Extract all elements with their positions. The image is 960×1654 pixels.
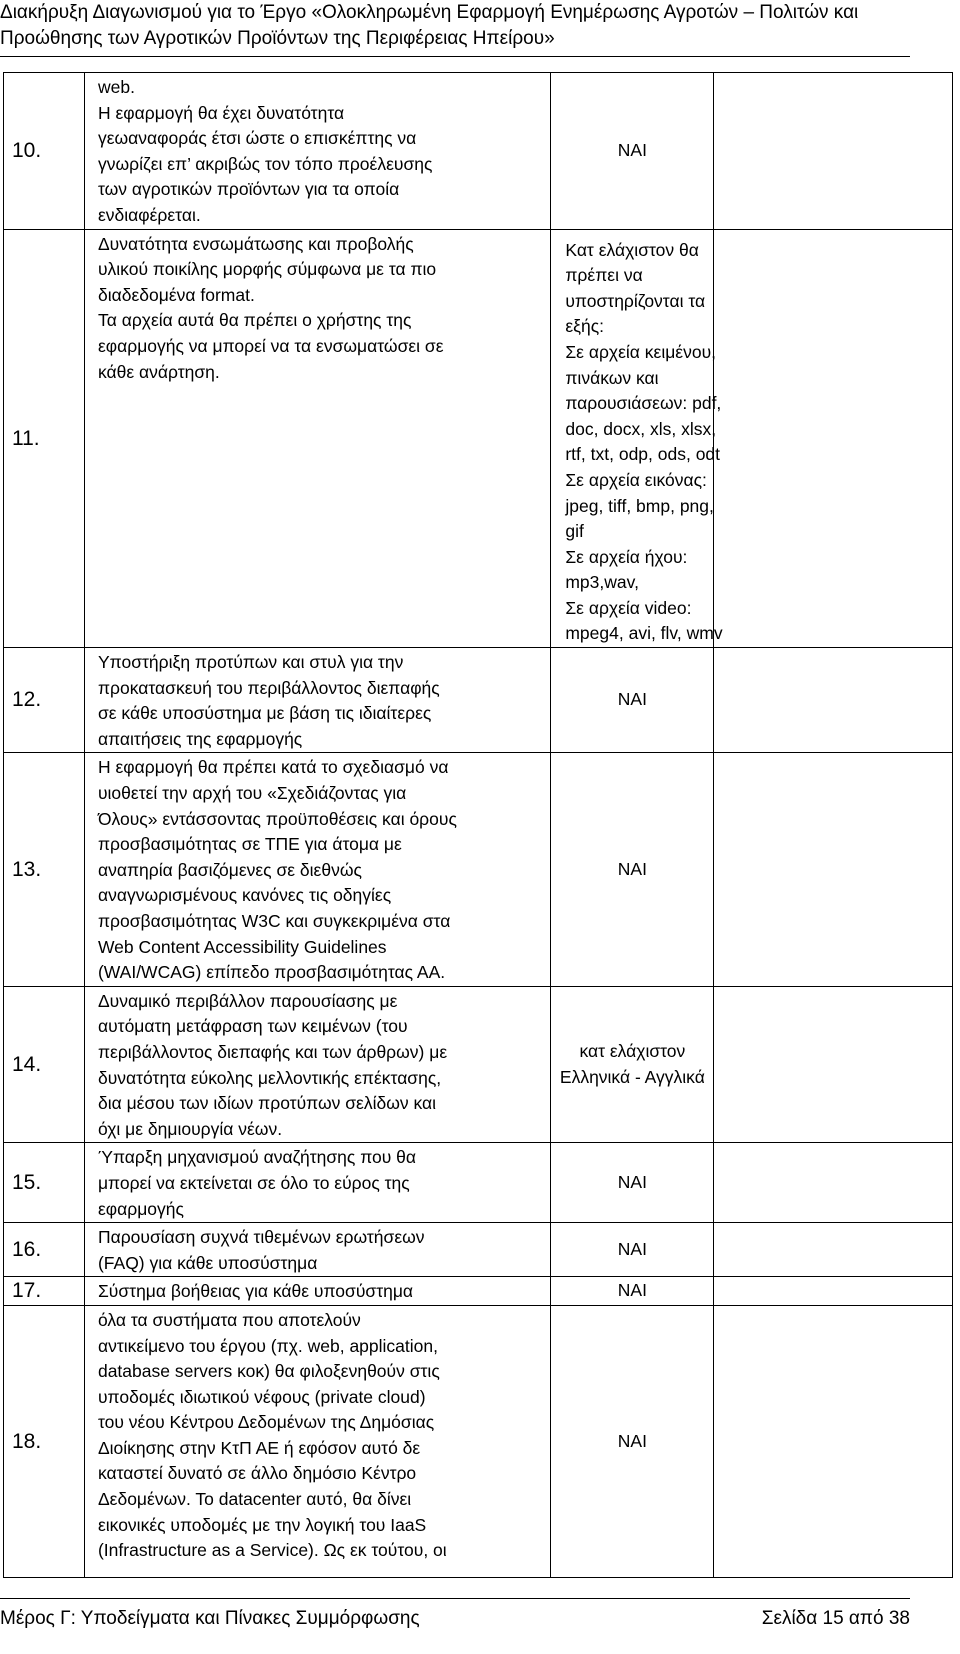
row-number: 17. bbox=[4, 1277, 85, 1306]
compliance-line: παρουσιάσεων: pdf, bbox=[565, 393, 722, 414]
compliance-line: ΝΑΙ bbox=[617, 1238, 647, 1259]
compliance-line: gif bbox=[565, 521, 584, 542]
requirement-description bbox=[84, 648, 550, 753]
compliance-line: ΝΑΙ bbox=[617, 1171, 647, 1192]
description-line: υποδομές ιδιωτικού νέφους (private cloud) bbox=[97, 1386, 426, 1407]
reference-cell[interactable] bbox=[714, 753, 953, 986]
compliance-line: εξής: bbox=[565, 316, 605, 337]
compliance-cell bbox=[551, 1223, 714, 1277]
compliance-cell bbox=[551, 1277, 714, 1306]
description-line: γνωρίζει επ’ ακριβώς τον τόπο προέλευσης bbox=[97, 153, 433, 174]
requirement-description bbox=[84, 753, 550, 986]
table-row bbox=[4, 1223, 953, 1277]
table-row bbox=[4, 753, 953, 986]
compliance-line: Κατ ελάχιστον θα bbox=[565, 239, 699, 260]
description-line: database servers κοκ) θα φιλοξενηθούν στις bbox=[97, 1361, 440, 1382]
description-line: (Infrastructure as a Service). Ως εκ τούτου, οι bbox=[97, 1540, 447, 1561]
description-line: υλικού ποικίλης μορφής σύμφωνα με τα πιο bbox=[97, 259, 437, 280]
compliance-line: ΝΑΙ bbox=[617, 689, 647, 710]
description-line: Δυναμικό περιβάλλον παρουσίασης με bbox=[97, 990, 398, 1011]
requirement-description bbox=[84, 229, 550, 648]
compliance-line: rtf, txt, odp, ods, odt bbox=[565, 444, 721, 465]
description-line: προκατασκευή του περιβάλλοντος διεπαφής bbox=[97, 677, 440, 698]
compliance-cell bbox=[551, 229, 723, 648]
description-line: Σύστημα βοήθειας για κάθε υποσύστημα bbox=[97, 1281, 414, 1302]
page-footer bbox=[0, 1598, 910, 1629]
description-line: (WAI/WCAG) επίπεδο προσβασιμότητας ΑΑ. bbox=[97, 962, 446, 983]
compliance-line: υποστηρίζονται τα bbox=[565, 290, 706, 311]
row-number: 13. bbox=[4, 753, 85, 986]
requirement-description bbox=[84, 1223, 550, 1277]
description-line: προσβασιμότητας σε ΤΠΕ για άτομα με bbox=[97, 834, 402, 855]
table-row bbox=[4, 1277, 953, 1306]
description-line: διαδεδομένα format. bbox=[97, 284, 255, 305]
page-header bbox=[0, 0, 910, 57]
description-line: σε κάθε υποσύστημα με βάση τις ιδιαίτερες bbox=[97, 703, 432, 724]
description-line: περιβάλλοντος διεπαφής και των άρθρων) με bbox=[97, 1041, 448, 1062]
reference-cell[interactable] bbox=[714, 1277, 953, 1306]
table-row bbox=[4, 986, 953, 1143]
compliance-line: doc, docx, xls, xlsx, bbox=[565, 418, 717, 439]
compliance-line: mp3,wav, bbox=[565, 572, 639, 593]
compliance-line: jpeg, tiff, bmp, png, bbox=[565, 495, 714, 516]
description-line: γεωαναφοράς έτσι ώστε ο επισκέπτης να bbox=[97, 128, 417, 149]
reference-cell[interactable] bbox=[714, 229, 953, 648]
description-line: εικονικές υποδομές με την λογική του IaaS bbox=[97, 1514, 427, 1535]
reference-cell[interactable] bbox=[714, 1143, 953, 1223]
description-line: κάθε ανάρτηση. bbox=[97, 361, 220, 382]
description-line: Όλους» εντάσσοντας προϋποθέσεις και όρους bbox=[97, 808, 457, 829]
compliance-line: Σε αρχεία κειμένου, bbox=[565, 341, 717, 362]
reference-cell[interactable] bbox=[714, 986, 953, 1143]
compliance-cell bbox=[551, 1305, 714, 1577]
requirement-description bbox=[84, 1277, 550, 1306]
row-number: 12. bbox=[4, 648, 85, 753]
description-line: μπορεί να εκτείνεται σε όλο το εύρος της bbox=[97, 1172, 410, 1193]
description-line: Δυνατότητα ενσωμάτωσης και προβολής bbox=[97, 233, 414, 254]
header-line-2: Προώθησης των Αγροτικών Προϊόντων της Περιφέρειας Ηπείρου» bbox=[0, 28, 555, 49]
compliance-line: κατ ελάχιστον bbox=[579, 1040, 686, 1061]
table-row bbox=[4, 1305, 953, 1577]
description-line: αναγνωρισμένους κανόνες τις οδηγίες bbox=[97, 885, 392, 906]
description-line: Η εφαρμογή θα πρέπει κατά το σχεδιασμό να bbox=[97, 757, 449, 778]
description-line: εφαρμογής bbox=[97, 1198, 184, 1219]
compliance-line: Σε αρχεία εικόνας: bbox=[565, 469, 707, 490]
table-row bbox=[4, 648, 953, 753]
description-line: των αγροτικών προϊόντων για τα οποία bbox=[97, 179, 400, 200]
row-number: 11. bbox=[4, 229, 85, 648]
description-line: Ύπαρξη μηχανισμού αναζήτησης που θα bbox=[97, 1147, 417, 1168]
compliance-cell bbox=[551, 73, 714, 230]
compliance-line: ΝΑΙ bbox=[617, 1430, 647, 1451]
description-line: υιοθετεί την αρχή του «Σχεδιάζοντας για bbox=[97, 783, 407, 804]
description-line: αναπηρία βασιζόμενες σε διεθνώς bbox=[97, 859, 362, 880]
compliance-line: Ελληνικά - Αγγλικά bbox=[559, 1066, 705, 1087]
reference-cell[interactable] bbox=[714, 648, 953, 753]
description-line: web. bbox=[97, 77, 135, 97]
requirement-description bbox=[84, 986, 550, 1143]
compliance-cell bbox=[551, 1143, 714, 1223]
compliance-line: ΝΑΙ bbox=[617, 1280, 647, 1301]
reference-cell[interactable] bbox=[714, 73, 953, 230]
row-number: 15. bbox=[4, 1143, 85, 1223]
compliance-line: Σε αρχεία ήχου: bbox=[565, 546, 688, 567]
row-number: 14. bbox=[4, 986, 85, 1143]
description-line: προσβασιμότητας W3C και συγκεκριμένα στα bbox=[97, 911, 451, 931]
requirement-description bbox=[84, 1305, 550, 1577]
compliance-line: πινάκων και bbox=[565, 367, 659, 388]
requirement-description bbox=[84, 73, 550, 230]
description-line: Τα αρχεία αυτά θα πρέπει ο χρήστης της bbox=[97, 310, 412, 331]
header-line-1: Διακήρυξη Διαγωνισμού για το Έργο «Ολοκληρωμένη Εφαρμογή Ενημέρωσης Αγροτών – Πολιτών και bbox=[0, 2, 859, 23]
description-line: δυνατότητα εύκολης μελλοντικής επέκτασης, bbox=[97, 1067, 442, 1088]
description-line: αντικείμενο του έργου (πχ. web, application, bbox=[97, 1335, 438, 1356]
table-row bbox=[4, 229, 953, 648]
description-line: του νέου Κέντρου Δεδομένων της Δημόσιας bbox=[97, 1412, 435, 1433]
description-line: Υποστήριξη προτύπων και στυλ για την bbox=[97, 652, 404, 673]
description-line: ενδιαφέρεται. bbox=[97, 204, 201, 225]
compliance-table-wrapper bbox=[3, 72, 953, 1574]
description-line: αυτόματη μετάφραση των κειμένων (του bbox=[97, 1016, 408, 1037]
description-line: όχι με δημιουργία νέων. bbox=[97, 1118, 283, 1139]
description-line: Διοίκησης στην ΚτΠ ΑΕ ή εφόσον αυτό δε bbox=[97, 1437, 421, 1458]
row-number: 18. bbox=[4, 1305, 85, 1577]
compliance-line: mpeg4, avi, flv, wmv bbox=[565, 623, 723, 644]
compliance-line: πρέπει να bbox=[565, 265, 643, 286]
description-line: απαιτήσεις της εφαρμογής bbox=[97, 728, 303, 749]
description-line: Δεδομένων. Το datacenter αυτό, θα δίνει bbox=[97, 1489, 412, 1510]
reference-cell[interactable] bbox=[714, 1223, 953, 1277]
compliance-cell bbox=[551, 753, 714, 986]
table-row bbox=[4, 73, 953, 230]
compliance-line: ΝΑΙ bbox=[617, 858, 647, 879]
compliance-cell bbox=[551, 986, 714, 1143]
compliance-line: Σε αρχεία video: bbox=[565, 597, 692, 618]
description-line: Παρουσίαση συχνά τιθεμένων ερωτήσεων bbox=[97, 1227, 425, 1248]
description-line: καταστεί δυνατό σε άλλο δημόσιο Κέντρο bbox=[97, 1463, 417, 1484]
row-number: 10. bbox=[4, 73, 85, 230]
description-line: (FAQ) για κάθε υποσύστημα bbox=[97, 1252, 318, 1273]
description-line: εφαρμογής να μπορεί να τα ενσωματώσει σε bbox=[97, 335, 444, 356]
compliance-table bbox=[3, 72, 953, 1578]
requirement-description bbox=[84, 1143, 550, 1223]
description-line: Η εφαρμογή θα έχει δυνατότητα bbox=[97, 102, 345, 123]
reference-cell[interactable] bbox=[714, 1305, 953, 1577]
compliance-cell bbox=[551, 648, 714, 753]
table-row bbox=[4, 1143, 953, 1223]
compliance-line: ΝΑΙ bbox=[617, 139, 647, 160]
footer-section: Μέρος Γ: Υποδείγματα και Πίνακες Συμμόρφωσης bbox=[0, 1608, 420, 1629]
footer-page-number: Σελίδα 15 από 38 bbox=[761, 1608, 910, 1629]
description-line: Web Content Accessibility Guidelines bbox=[97, 936, 387, 957]
description-line: όλα τα συστήματα που αποτελούν bbox=[97, 1309, 361, 1330]
description-line: δια μέσου των ιδίων προτύπων σελίδων και bbox=[97, 1093, 437, 1114]
row-number: 16. bbox=[4, 1223, 85, 1277]
